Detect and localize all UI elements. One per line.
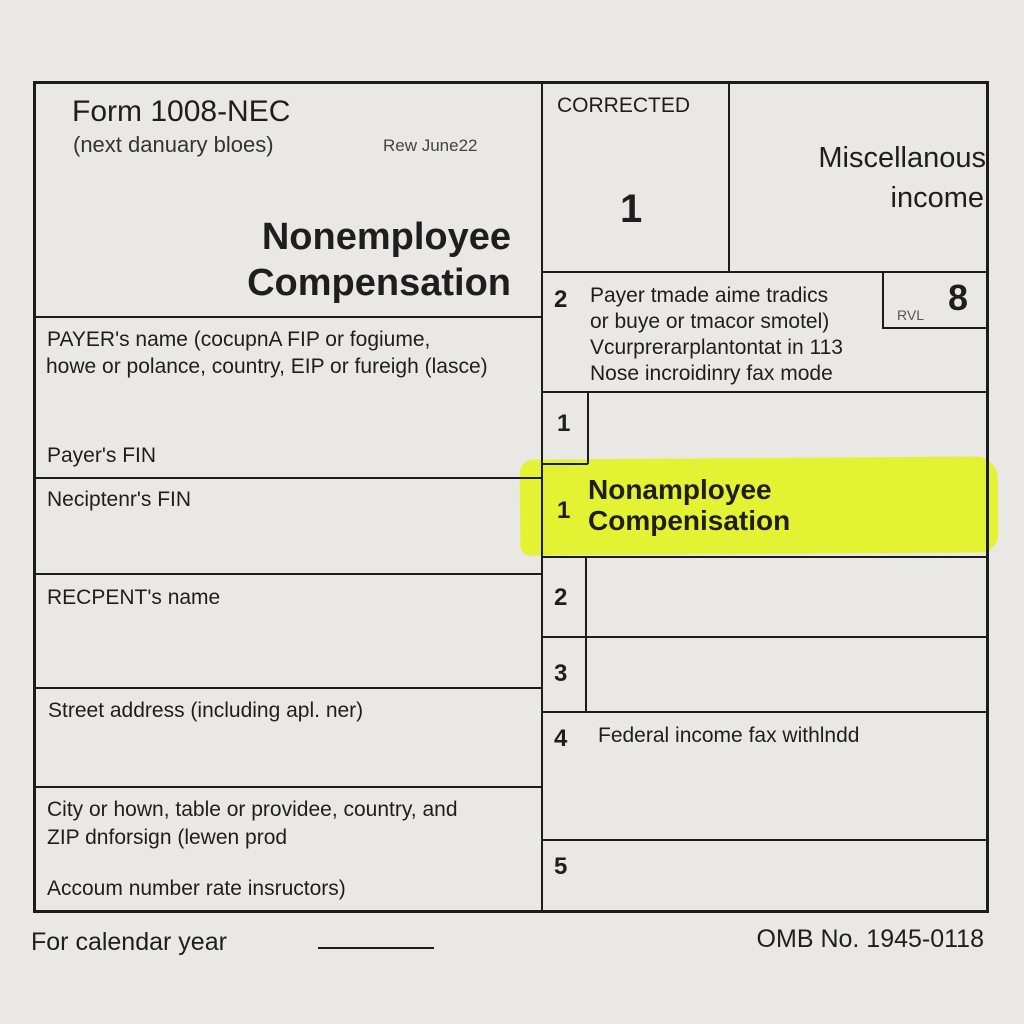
divider-left-street: [34, 786, 542, 788]
payer-name-label-line1: PAYER's name (cocupnA FIP or fogiume,: [47, 328, 431, 351]
divider-box8: [882, 272, 884, 328]
divider-box4: [542, 839, 988, 841]
form-main-title-line1: Nonemployee: [261, 216, 511, 258]
recipient-fin-label: Neciptenr's FIN: [47, 488, 192, 511]
box4-number: 4: [554, 725, 568, 752]
nec-box-label-line1: Nonamployee: [588, 474, 772, 505]
divider-left-title: [34, 316, 542, 318]
omb-number: OMB No. 1945-0118: [756, 925, 984, 953]
calendar-year-label: For calendar year: [31, 928, 227, 956]
form-subtitle: (next danuary bloes): [73, 132, 274, 157]
box2-line2: or buye or tmacor smotel): [590, 310, 830, 333]
divider-row1: [587, 392, 589, 464]
divider-box2: [542, 391, 988, 393]
nec-box-label-line2: Compenisation: [588, 505, 791, 536]
box5-number: 5: [554, 853, 568, 880]
copy-number: 1: [620, 187, 643, 231]
row3-number: 3: [554, 660, 568, 687]
row1-number: 1: [557, 410, 571, 437]
misc-income-line2: income: [890, 182, 984, 214]
divider-row3: [542, 711, 988, 713]
box8-label: RVL: [897, 307, 924, 323]
divider-right-corrected: [728, 82, 730, 272]
divider-row2: [542, 636, 988, 638]
box2-number: 2: [554, 286, 568, 313]
row2-number: 2: [554, 584, 568, 611]
divider-right-top: [542, 271, 988, 273]
recipient-name-label: RECPENT's name: [47, 586, 221, 609]
misc-income-line1: Miscellanous: [818, 142, 986, 174]
box2-line4: Nose incroidinry fax mode: [590, 362, 833, 385]
street-address-label: Street address (including apl. ner): [48, 699, 364, 722]
divider-left-recipient-fin: [34, 573, 542, 575]
nec-box-number: 1: [557, 497, 571, 524]
divider-box8-bottom: [882, 327, 988, 329]
city-label-line1: City or hown, table or providee, country, and: [47, 798, 458, 821]
box4-label: Federal income fax withlndd: [598, 724, 860, 747]
divider-left-payer: [34, 477, 542, 479]
payer-fin-label: Payer's FIN: [47, 444, 157, 467]
box8-number: 8: [948, 277, 969, 318]
divider-row1-bottom: [542, 463, 588, 465]
city-label-line2: ZIP dnforsign (lewen prod: [47, 826, 288, 849]
calendar-year-line: [318, 947, 434, 949]
form-number: Form 1008-NEC: [72, 95, 291, 128]
payer-name-label-line2: howe or polance, country, EIP or fureigh (lasce): [46, 355, 488, 378]
divider-row2-3: [585, 557, 587, 712]
box2-line1: Payer tmade aime tradics: [590, 284, 829, 307]
form-revision: Rew June22: [383, 136, 478, 155]
corrected-label: CORRECTED: [557, 94, 691, 117]
account-number-label: Accoum number rate insructors): [47, 877, 346, 900]
divider-nec-bottom: [542, 556, 988, 558]
divider-left-recipient-name: [34, 687, 542, 689]
box2-line3: Vcurprerarplantontat in 113: [590, 336, 843, 359]
form-main-title-line2: Compensation: [247, 262, 511, 304]
